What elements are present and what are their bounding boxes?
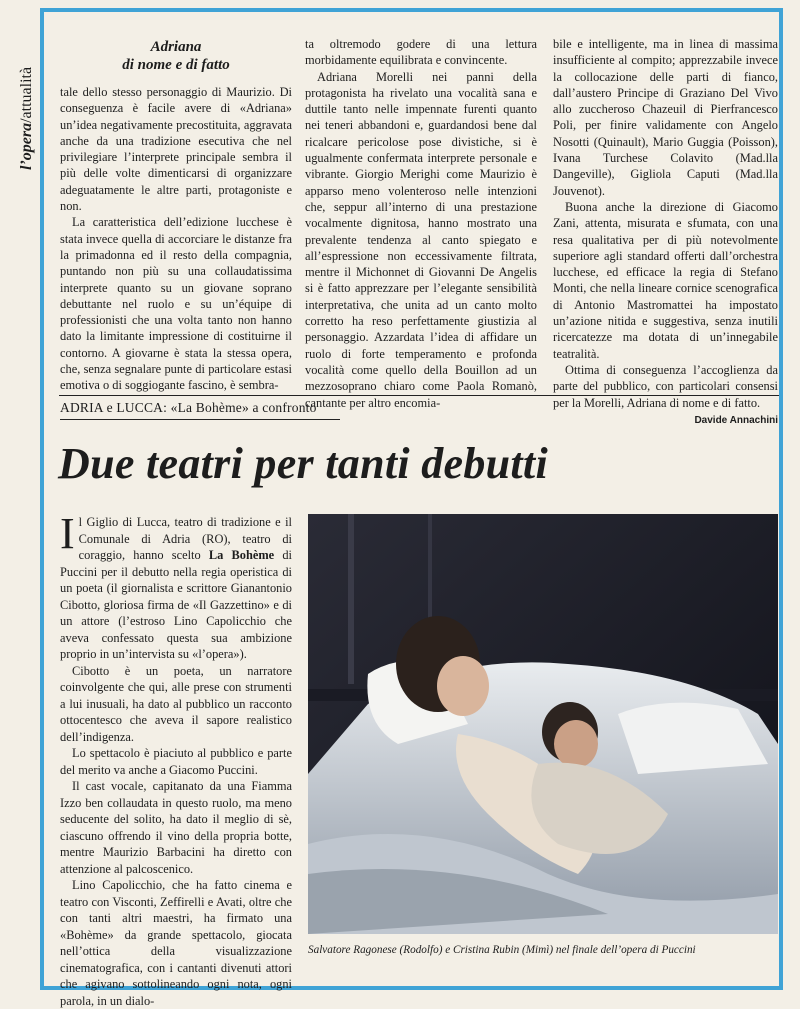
article-paragraph: Il cast vocale, capitanato da una Fiamma Izzo ben collaudata in questo ruolo, ma meno seducente del solito, ha dato il meglio di sè, ciascuno offrendo il vino della propria botte, mentre Maurizio Barbacini ha diretto con attenzione al palcoscenico. bbox=[60, 779, 292, 876]
section-tag bbox=[14, 8, 40, 173]
section-label-underline bbox=[60, 419, 340, 420]
photo-caption: Salvatore Ragonese (Rodolfo) e Cristina Rubin (Mimì) nel finale dell’opera di Puccini bbox=[308, 944, 696, 956]
drop-cap: I bbox=[60, 509, 75, 558]
article-paragraph: Lino Capolicchio, che ha fatto cinema e teatro con Visconti, Zeffirelli e Avati, oltre che con tanti altri maestri, ha firmato una «Bohème» da grande spettacolo, giocata nell’ottica della visualizzazione cinematografica, con i cantanti divenuti attori che agivano sottolineando ogni nota, ogni parola, in un dialo- bbox=[60, 878, 292, 1008]
stage-photo-illustration bbox=[308, 514, 778, 934]
review-column-1 bbox=[60, 38, 292, 394]
review-paragraph: Ottima di conseguenza l’accoglienza da parte del pubblico, con particolari consensi per la Morelli, Adriana di nome e di fatto. bbox=[553, 362, 778, 410]
section-tag-rest: /attualità bbox=[18, 66, 35, 123]
review-column-3 bbox=[553, 36, 778, 429]
review-paragraph: bile e intelligente, ma in linea di massima insufficiente al compito; apprezzabile invece la collocazione delle parti di fianco, dall’austero Principe di Graziano Del Vivo allo zuccheroso Chazeuil di Pierfrancesco Poli, per finire validamente con Angelo Nosotti (Quinault), Mario Guggia (Poisson), Ivana Turchese Colavito (Mad.lla Dangeville), Gigliola Caputi (Mad.lla Jouvenot). bbox=[553, 37, 778, 198]
lead-text-a: l Giglio di Lucca, teatro di tradizione e il Comunale di Adria (RO), teatro di coraggio, hanno scelto bbox=[78, 515, 292, 562]
review-signature: Davide Annachini bbox=[694, 414, 778, 426]
article-lead-paragraph bbox=[60, 509, 292, 663]
article-section-label: ADRIA e LUCCA: «La Bohème» a confronto bbox=[60, 400, 317, 415]
section-divider bbox=[59, 395, 779, 396]
review-paragraph: tale dello stesso personaggio di Maurizio. Di conseguenza è facile avere di «Adriana» un’idea negativamente precostituita, aggravata anche da una tradizione esecutiva che nel privilegiare l’interprete principale sembra il più delle volte dimenticarsi di organizzare adeguatamente le altre parti, protagoniste e non. bbox=[60, 85, 292, 214]
review-paragraph: La caratteristica dell’edizione lucchese è stata invece quella di accorciare le distanze fra la primadonna ed il resto della compagnia, puntando non più su una collaudatissima interprete quanto su un giovane soprano debuttante nel ruolo e su un’équipe di professionisti che una volta tanto non hanno dato la limitante impressione di costituirne il contorno. A giovarne è stata la stessa opera, che, senza segnalare punte di particolare estasi emotiva o di soggiogante fascino, è sembra- bbox=[60, 215, 292, 393]
section-tag-bold: l’opera bbox=[18, 122, 35, 170]
lead-text-bold: La Bohème bbox=[208, 548, 275, 562]
review-column-2 bbox=[305, 36, 537, 411]
article-title: Due teatri per tanti debutti bbox=[58, 439, 548, 488]
article-paragraph: Cibotto è un poeta, un narratore coinvolgente che qui, alle prese con strumenti a lui inusuali, ha dato al pubblico un racconto ottocentesco che aveva il sapore realistico dell’indigenza. bbox=[60, 663, 292, 744]
review-paragraph: Buona anche la direzione di Giacomo Zani, attenta, misurata e sfumata, con una resa qualitativa per di più notevolmente superiore agli standard offerti dall’orchestra lucchese, ed efficace la regia di Stefano Monti, che nella lineare cornice scenografica di Antonio Mastromattei ha impostato un’azione nitida e suggestiva, senza inutili ricercatezze ma dotata di un’innegabile teatralità. bbox=[553, 199, 778, 361]
review-paragraph: Adriana Morelli nei panni della protagonista ha rivelato una vocalità sana e duttile tanto nelle impennate furenti quanto nei teneri abbandoni e, guardandosi bene dal ricalcare pericolose pose divistiche, si è ugualmente confermata interprete personale e vibrante. Giorgio Merighi come Maurizio è apparso meno volenteroso nelle intenzioni che, seppur all’interno di una prestazione vocalmente dignitosa, hanno mostrato una prevalente tendenza al canto spiegato e all’espressione non eccessivamente filtrata, mentre il Michonnet di Giovanni De Angelis si è fatto apprezzare per l’elegante sensibilità interpretativa, che unita ad un canto molto corretto ha reso perfettamente giustizia al personaggio. Azzardata l’idea di affidare un ruolo di forte temperamento e profonda vocalità come quello della Bouillon ad un mezzosoprano chiaro come Paola Romanò, cantante per altro encomia- bbox=[305, 69, 537, 410]
article-paragraph: Lo spettacolo è piaciuto al pubblico e parte del merito va anche a Giacomo Puccini. bbox=[60, 746, 292, 777]
review-heading-line1: Adriana bbox=[150, 39, 202, 55]
article-column bbox=[60, 509, 292, 1009]
lead-text-b: di Puccini per il debutto nella regia operistica di un poeta (il giornalista e scrittore Gianantonio Cibotto, gloriosa firma de «Il Gazzettino» e di un attore (l’estroso Lino Capolicchio che aveva confessato questa sua ambizione proprio in un’intervista su «l’opera»). bbox=[60, 548, 292, 661]
review-paragraph: ta oltremodo godere di una lettura morbidamente equilibrata e convincente. bbox=[305, 37, 537, 68]
review-heading-line2: di nome e di fatto bbox=[122, 57, 230, 73]
stage-photo bbox=[308, 514, 778, 934]
